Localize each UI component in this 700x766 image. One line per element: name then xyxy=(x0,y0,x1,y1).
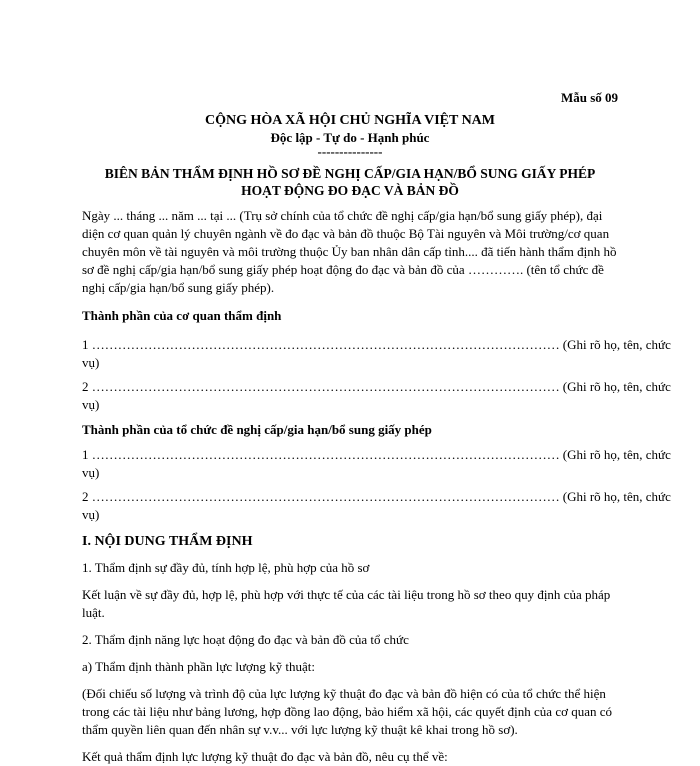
appraisal-agency-member-1: 1 ……………………………………………………………………………………………… (Ghi rõ họ, tên, chức vụ) xyxy=(82,337,671,370)
section-i-item2a-note: (Đối chiếu số lượng và trình độ của lực lượng kỹ thuật đo đạc và bản đồ hiện có của tổ chức thể hiện trong các tài liệu như bảng lương, hợp đồng lao động, bảo hiểm xã hội, các quyết định của cơ quan có thẩm quyền liên quan đến nhân sự v.v... với lực lượng kỹ thuật kê khai trong hồ sơ). xyxy=(82,686,613,737)
section-i-item2a: a) Thẩm định thành phần lực lượng kỹ thuật: xyxy=(82,659,316,674)
applicant-member-2: 2 ……………………………………………………………………………………………… (Ghi rõ họ, tên, chức vụ) xyxy=(82,489,671,522)
applicant-member-1: 1 ……………………………………………………………………………………………… (Ghi rõ họ, tên, chức vụ) xyxy=(82,447,671,480)
applicant-heading: Thành phần của tổ chức đề nghị cấp/gia hạn/bổ sung giấy phép xyxy=(82,422,432,437)
section-i-heading: I. NỘI DUNG THẨM ĐỊNH xyxy=(82,534,253,549)
form-number: Mẫu số 09 xyxy=(560,90,618,105)
country-name: CỘNG HÒA XÃ HỘI CHỦ NGHĨA VIỆT NAM xyxy=(204,113,495,128)
motto: Độc lập - Tự do - Hạnh phúc xyxy=(270,130,430,145)
intro-paragraph: Ngày ... tháng ... năm ... tại ... (Trụ sở chính của tổ chức đề nghị cấp/gia hạn/bổ sung giấy phép), đại diện cơ quan quản lý chuyên ngành về đo đạc và bản đồ thuộc Bộ Tài nguyên và Môi trường/cơ quan chuyên môn về tài nguyên và môi trường thuộc Ủy ban nhân dân cấp tỉnh.... đã tiến hành thẩm định hồ sơ đề nghị cấp/gia hạn/bổ sung giấy phép hoạt động đo đạc và bản đồ của …………. (tên tổ chức đề nghị cấp/gia hạn/bổ sung giấy phép). xyxy=(82,208,617,295)
appraisal-agency-member-2: 2 ……………………………………………………………………………………………… (Ghi rõ họ, tên, chức vụ) xyxy=(82,379,671,412)
document-title-line1: BIÊN BẢN THẨM ĐỊNH HỒ SƠ ĐỀ NGHỊ CẤP/GIA HẠN/BỔ SUNG GIẤY PHÉP xyxy=(104,166,596,181)
header-separator: --------------- xyxy=(317,144,383,159)
document-title-line2: HOẠT ĐỘNG ĐO ĐẠC VÀ BẢN ĐỒ xyxy=(241,183,459,198)
section-i-item1-conclusion: Kết luận về sự đầy đủ, hợp lệ, phù hợp với thực tế của các tài liệu trong hồ sơ theo quy định của pháp luật. xyxy=(82,587,611,620)
section-i-item1: 1. Thẩm định sự đầy đủ, tính hợp lệ, phù hợp của hồ sơ xyxy=(82,560,370,575)
document-body xyxy=(82,207,671,766)
section-i-item2: 2. Thẩm định năng lực hoạt động đo đạc và bản đồ của tổ chức xyxy=(82,632,409,647)
section-i-item2a-result: Kết quả thẩm định lực lượng kỹ thuật đo đạc và bản đồ, nêu cụ thể về: xyxy=(82,749,448,764)
appraisal-agency-heading: Thành phần của cơ quan thẩm định xyxy=(82,308,282,323)
